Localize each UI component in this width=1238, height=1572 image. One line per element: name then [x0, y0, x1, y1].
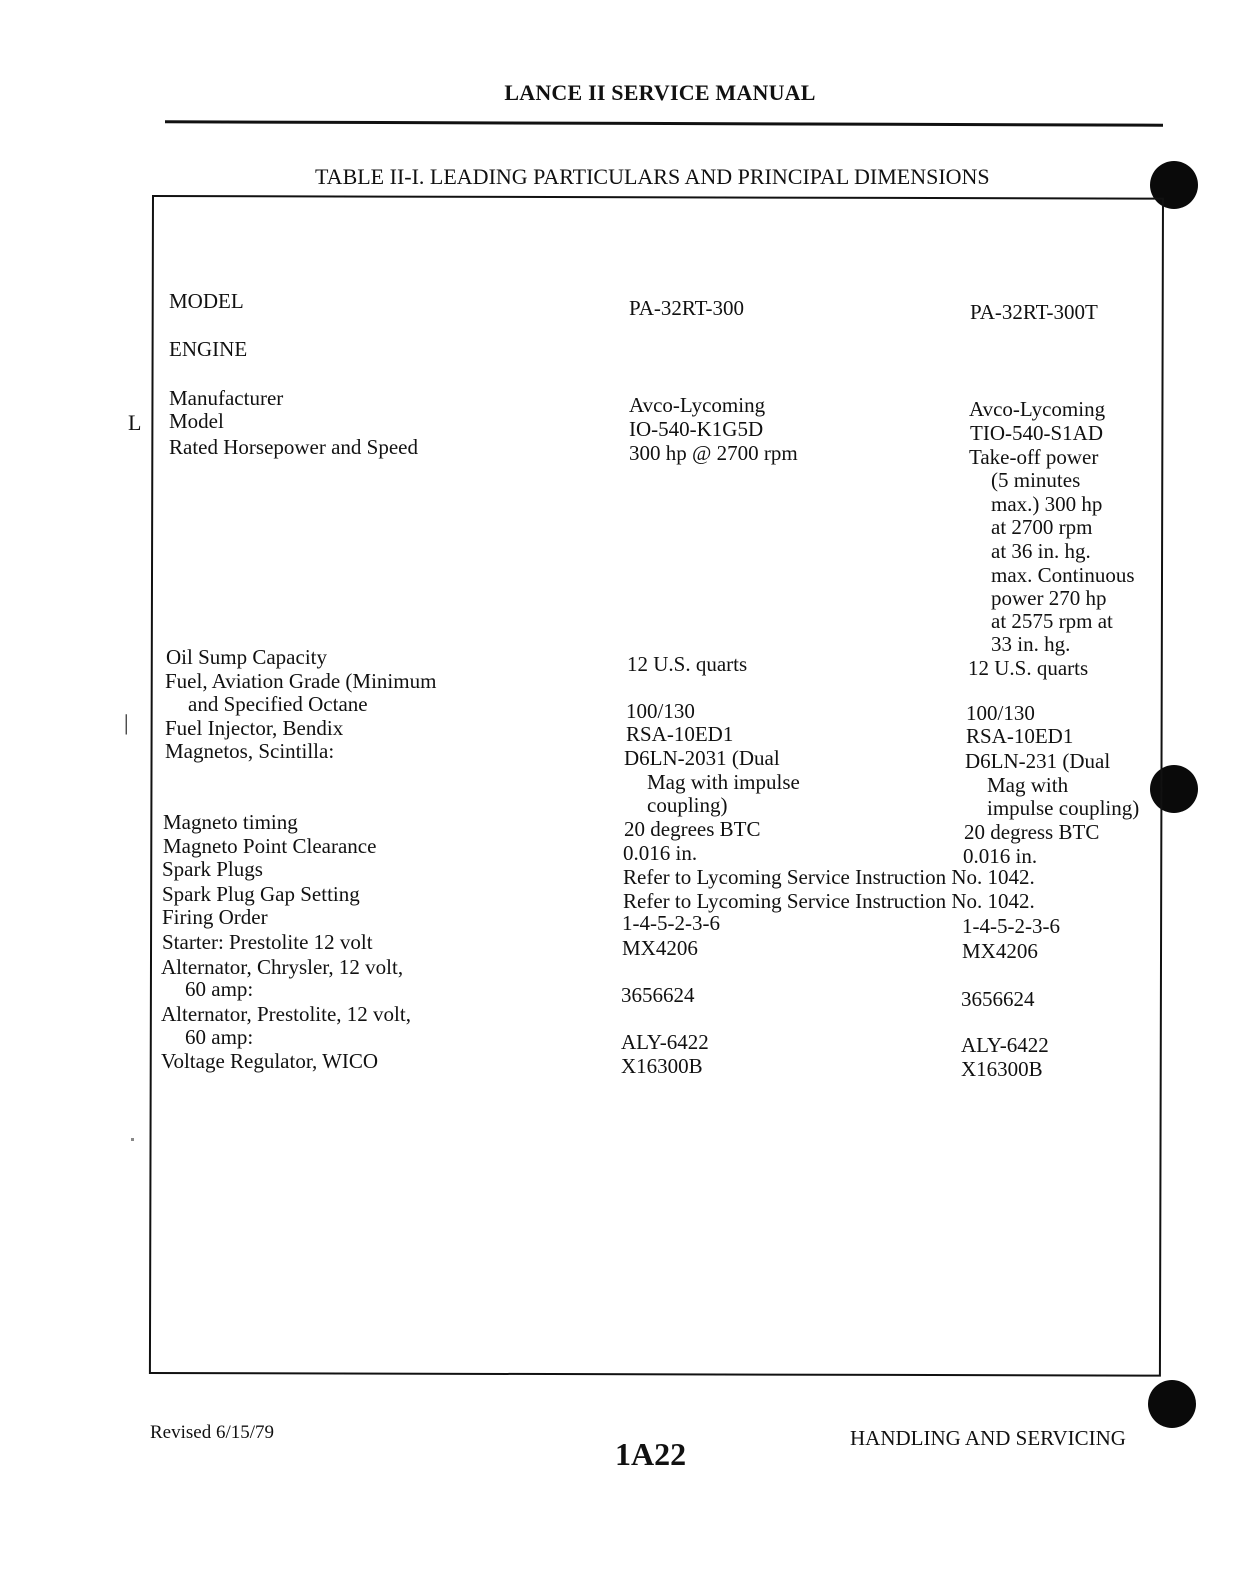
model-b: PA-32RT-300T: [970, 300, 1098, 324]
label-alt-chrysler-1: Alternator, Chrysler, 12 volt,: [161, 955, 404, 979]
page-header: LANCE II SERVICE MANUAL: [504, 80, 816, 105]
injector-b: RSA-10ED1: [966, 724, 1074, 748]
hp-b-line: max.) 300 hp: [991, 492, 1103, 516]
page-number: 1A22: [615, 1436, 687, 1472]
oil-a: 12 U.S. quarts: [627, 652, 748, 676]
label-regulator: Voltage Regulator, WICO: [161, 1049, 379, 1073]
starter-b: MX4206: [962, 939, 1038, 963]
gap-ab: Refer to Lycoming Service Instruction No. 1042.: [623, 889, 1035, 913]
manufacturer-a: Avco-Lycoming: [629, 393, 766, 417]
model-label: MODEL: [169, 289, 244, 313]
fuel-b: 100/130: [966, 701, 1035, 725]
model-a: PA-32RT-300: [629, 296, 745, 320]
margin-mark-bar: |: [124, 710, 129, 735]
label-manufacturer: Manufacturer: [169, 386, 284, 410]
scan-speck: [131, 1138, 134, 1141]
hp-b-line: at 2700 rpm: [991, 515, 1093, 539]
clearance-a: 0.016 in.: [623, 841, 698, 865]
label-fuel-2: and Specified Octane: [188, 692, 368, 716]
hp-b-line: power 270 hp: [991, 586, 1107, 610]
label-plugs: Spark Plugs: [162, 857, 263, 881]
binder-hole-bottom: [1148, 1380, 1196, 1428]
section-name: HANDLING AND SERVICING: [850, 1426, 1126, 1450]
hp-b-line: (5 minutes: [991, 468, 1081, 492]
label-hp: Rated Horsepower and Speed: [169, 435, 419, 459]
magnetos-a-line: D6LN-2031 (Dual: [624, 746, 780, 770]
magnetos-b-line: D6LN-231 (Dual: [965, 749, 1111, 773]
label-alt-chrysler-2: 60 amp:: [185, 977, 254, 1001]
magnetos-b-line: impulse coupling): [987, 796, 1140, 820]
regulator-b: X16300B: [961, 1057, 1043, 1081]
alt-chrysler-a: 3656624: [621, 983, 695, 1007]
label-magnetos: Magnetos, Scintilla:: [165, 739, 335, 763]
firing-a: 1-4-5-2-3-6: [622, 911, 720, 935]
label-firing: Firing Order: [162, 905, 268, 929]
header-rule: [165, 120, 1163, 126]
label-gap: Spark Plug Gap Setting: [162, 882, 360, 906]
magnetos-b-line: Mag with: [987, 773, 1069, 797]
label-oil: Oil Sump Capacity: [166, 645, 327, 669]
clearance-b: 0.016 in.: [963, 844, 1038, 868]
alt-prestolite-a: ALY-6422: [621, 1030, 709, 1054]
regulator-a: X16300B: [621, 1054, 703, 1078]
label-model: Model: [169, 409, 224, 433]
hp-b-line: at 36 in. hg.: [991, 539, 1091, 563]
timing-a: 20 degrees BTC: [624, 817, 761, 841]
alt-prestolite-b: ALY-6422: [961, 1033, 1049, 1057]
oil-b: 12 U.S. quarts: [968, 656, 1089, 680]
margin-mark-l: L: [128, 410, 142, 435]
table-title: TABLE II-I. LEADING PARTICULARS AND PRINCIPAL DIMENSIONS: [315, 164, 990, 189]
label-timing: Magneto timing: [163, 810, 298, 834]
hp-b-line: max. Continuous: [991, 563, 1135, 587]
magnetos-a-line: coupling): [647, 793, 728, 817]
label-starter: Starter: Prestolite 12 volt: [162, 930, 373, 954]
alt-chrysler-b: 3656624: [961, 987, 1035, 1011]
model-b-engine: TIO-540-S1AD: [970, 421, 1103, 445]
manufacturer-b: Avco-Lycoming: [969, 397, 1106, 421]
starter-a: MX4206: [622, 936, 698, 960]
section-engine: ENGINE: [169, 337, 248, 361]
timing-b: 20 degress BTC: [964, 820, 1100, 844]
hp-b-line: Take-off power: [969, 445, 1099, 469]
label-fuel-1: Fuel, Aviation Grade (Minimum: [165, 669, 437, 693]
label-alt-prestolite-1: Alternator, Prestolite, 12 volt,: [161, 1002, 411, 1026]
hp-b-line: at 2575 rpm at: [991, 609, 1113, 633]
firing-b: 1-4-5-2-3-6: [962, 914, 1060, 938]
label-alt-prestolite-2: 60 amp:: [185, 1025, 254, 1049]
plugs-ab: Refer to Lycoming Service Instruction No. 1042.: [623, 865, 1035, 889]
magnetos-a-line: Mag with impulse: [647, 770, 800, 794]
fuel-a: 100/130: [626, 699, 695, 723]
hp-b-line: 33 in. hg.: [991, 632, 1071, 656]
injector-a: RSA-10ED1: [626, 722, 734, 746]
label-clearance: Magneto Point Clearance: [163, 834, 377, 858]
revised-date: Revised 6/15/79: [150, 1422, 275, 1443]
model-a-engine: IO-540-K1G5D: [629, 417, 764, 441]
label-injector: Fuel Injector, Bendix: [165, 716, 344, 740]
hp-a: 300 hp @ 2700 rpm: [629, 441, 798, 465]
